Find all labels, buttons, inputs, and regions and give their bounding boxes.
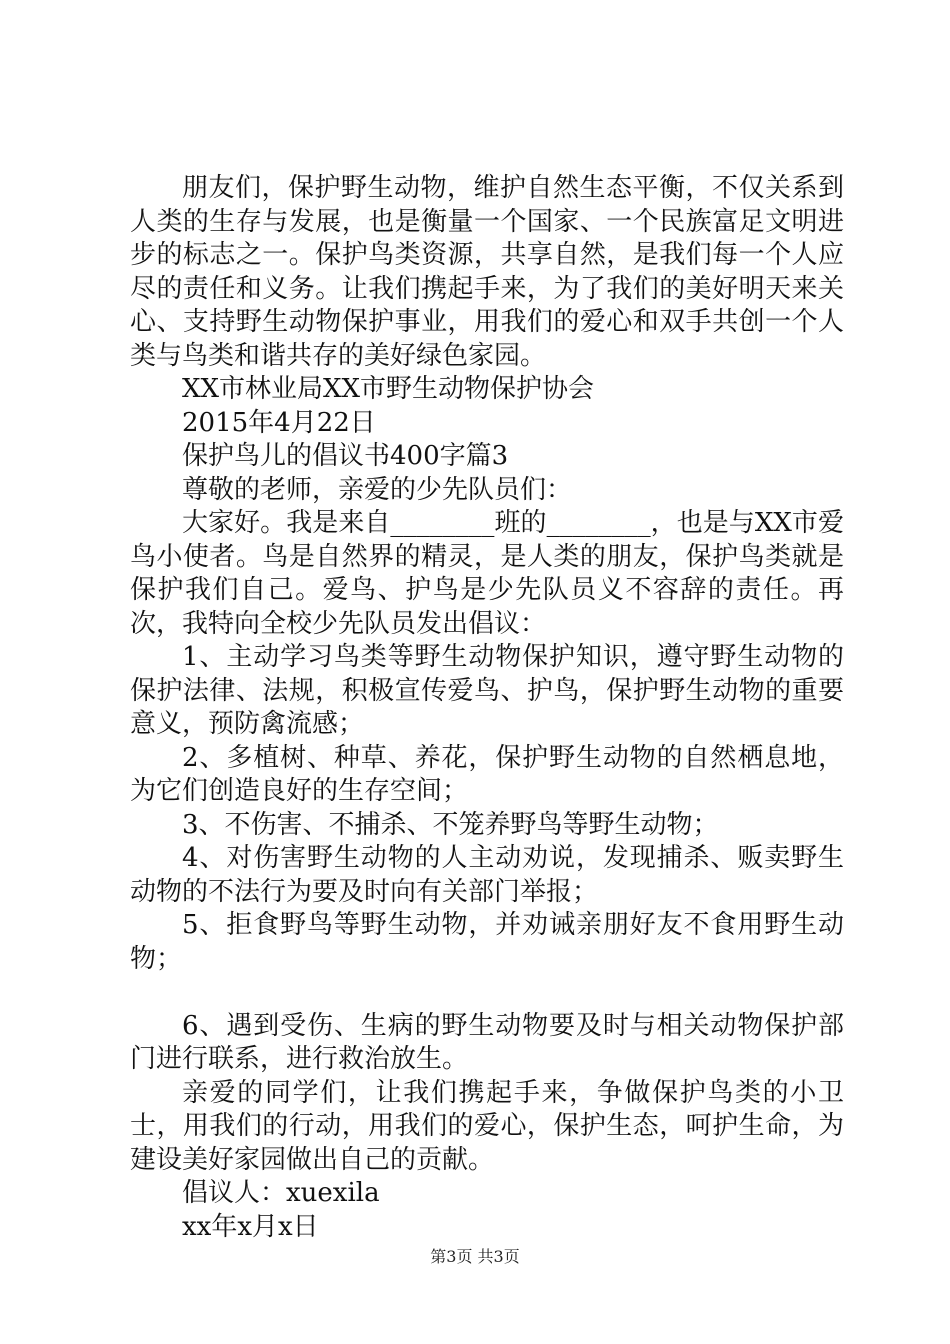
proposer-signature: 倡议人：xuexila (182, 1178, 380, 1208)
paragraph-closing-appeal: 朋友们，保护野生动物，维护自然生态平衡，不仅关系到人类的生存与发展，也是衡量一个国家、一个民族富足文明进步的标志之一。保护鸟类资源，共享自然，是我们每一个人应尽的责任和义务。让我们携起手来，为了我们的美好明天来关心、支持野生动物保护事业，用我们的爱心和双手共创一个人类与鸟类和谐共存的美好绿色家园。 (130, 173, 844, 371)
salutation: 尊敬的老师，亲爱的少先队员们： (182, 474, 573, 505)
proposal-item-4: 4、对伤害野生动物的人主动劝说，发现捕杀、贩卖野生动物的不法行为要及时向有关部门举报； (130, 843, 844, 907)
proposal-item-1: 1、主动学习鸟类等野生动物保护知识，遵守野生动物的保护法律、法规，积极宣传爱鸟、护鸟，保护野生动物的重要意义，预防禽流感； (130, 642, 844, 739)
section-title: 保护鸟儿的倡议书400字篇3 (182, 441, 509, 471)
signature-date: 2015年4月22日 (182, 407, 376, 438)
paragraph-introduction: 大家好。我是来自________班的________，也是与XX市爱鸟小使者。鸟是自然界的精灵，是人类的朋友，保护鸟类就是保护我们自己。爱鸟、护鸟是少先队员义不容辞的责任。再次，我特向全校少先队员发出倡议： (130, 508, 844, 639)
paragraph-call-to-action: 亲爱的同学们，让我们携起手来，争做保护鸟类的小卫士，用我们的行动，用我们的爱心，保护生态，呵护生命，为建设美好家园做出自己的贡献。 (130, 1077, 844, 1175)
page-footer: 第3页 共3页 (430, 1247, 520, 1266)
signature-organizations: XX市林业局XX市野生动物保护协会 (182, 374, 595, 404)
proposal-item-5: 5、拒食野鸟等野生动物，并劝诫亲朋好友不食用野生动物； (130, 910, 844, 974)
proposer-date: xx年x月x日 (182, 1211, 319, 1242)
proposal-item-3: 3、不伤害、不捕杀、不笼养野鸟等野生动物； (182, 809, 719, 840)
proposal-item-2: 2、多植树、种草、养花，保护野生动物的自然栖息地，为它们创造良好的生存空间； (130, 742, 844, 806)
document-body (130, 172, 844, 1244)
blank-line (130, 976, 844, 1010)
proposal-item-6: 6、遇到受伤、生病的野生动物要及时与相关动物保护部门进行联系，进行救治放生。 (130, 1010, 844, 1074)
